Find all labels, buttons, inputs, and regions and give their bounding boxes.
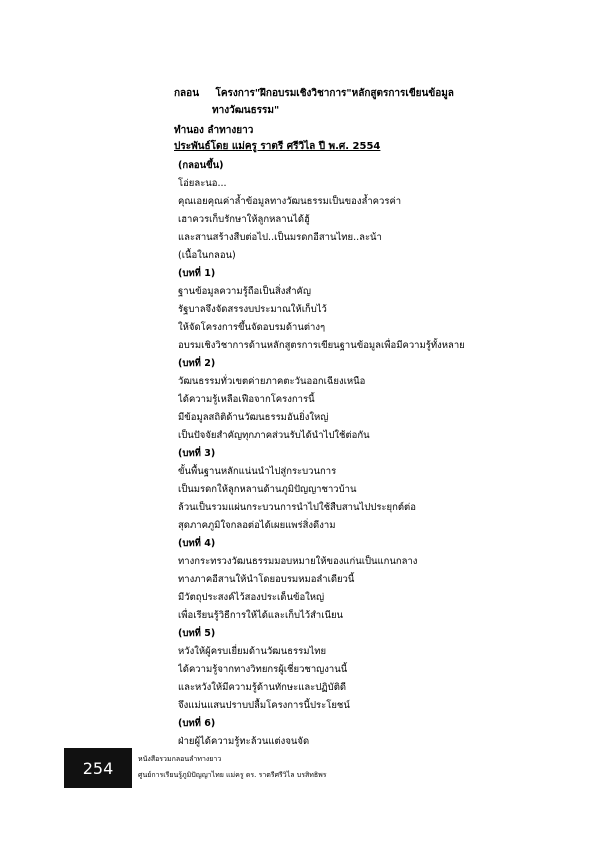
poem-line: คุณเอยคุณค่าล้ำข้อมูลทางวัฒนธรรมเป็นของล้ำควรค่า [178,196,402,207]
topic-label: กลอน [174,88,200,99]
stanza-heading: (บทที่ 3) [178,448,216,459]
composer-line: ประพันธ์โดย แม่ครู ราตรี ศรีวิไล ปี พ.ศ. 2554 [174,141,381,152]
poem-line: เป็นมรดกให้ลูกหลานด้านภูมิปัญญาชาวบ้าน [178,484,357,495]
poem-line: ฝ่ายผู้ได้ความรู้ทะล้วนแต่งจนจัด [178,736,310,747]
stanza-heading: (กลอนขึ้น) [178,160,224,171]
poem-line: และสานสร้างสืบต่อไป..เป็นมรดกอีสานไทย..ละน้า [178,232,382,243]
poem-line: เป็นปัจจัยสำคัญทุกภาคส่วนรับได้นำไปใช้ต่อกัน [178,430,370,441]
poem-line: ได้ความรู้จากทางวิทยกรผู้เชี่ยวชาญงานนี้ [178,664,348,675]
poem-line: หวังให้ผู้ครบเยี่ยมด้านวัฒนธรรมไทย [178,646,327,657]
topic-title-2: ทางวัฒนธรรม" [212,105,280,116]
stanza-heading: (บทที่ 2) [178,358,216,369]
poem-line: จึงแม่นแสนปราบปลื้มโครงการนี้ประโยชน์ [178,700,350,711]
poem-body [178,157,508,751]
poem-line: ล้วนเป็นรวมแผ่นกระบวนการนำไปใช้สืบสานไปประยุกต์ต่อ [178,502,416,513]
poem-line: วัฒนธรรมทั่วเขตค่ายภาคตะวันออกเฉียงเหนือ [178,376,366,387]
footer-publisher: ศูนย์การเรียนรู้ภูมิปัญญาไทย แม่ครู ดร. ราตรีศรีวิไล บรสิทธิพร [138,771,327,779]
title-line-1 [174,87,454,100]
poem-line: อบรมเชิงวิชาการด้านหลักสูตรการเขียนฐานข้อมูลเพื่อมีความรู้ทั้งหลาย [178,340,465,351]
poem-line: และหวังให้มีความรู้ด้านทักษะและปฏิบัติดี [178,682,347,693]
page-number-box [64,748,132,788]
poem-line: ให้จัดโครงการขึ้นจัดอบรมด้านต่างๆ [178,322,326,333]
poem-line: เฮาควรเก็บรักษาให้ลูกหลานได้ฮู้ [178,214,310,225]
poem-line: เพื่อเรียนรู้วิธีการให้ได้และเก็บไว้สำเนียน [178,610,344,621]
poem-line: สุดภาคภูมิใจกลอต่อได้เผยแพร่สิ่งดีงาม [178,520,336,531]
topic-title-1: โครงการ"ฝึกอบรมเชิงวิชาการ"หลักสูตรการเขียนข้อมูล [215,88,454,99]
poem-line: มีข้อมูลสถิติด้านวัฒนธรรมอันยิ่งใหญ่ [178,412,329,423]
poem-line: ฐานข้อมูลความรู้ถือเป็นสิ่งสำคัญ [178,286,311,297]
stanza-heading: (บทที่ 5) [178,628,216,639]
poem-line: มีวัตถุประสงค์ไว้สองประเด็นข้อใหญ่ [178,592,325,603]
poem-line: โอ่ยละนอ... [178,178,227,189]
poem-line: ทางภาคอีสานให้นำโดยอบรมหมอลำเดียวนี้ [178,574,355,585]
poem-line: ได้ความรู้เหลือเฟือจากโครงการนี้ [178,394,315,405]
poem-line: ทางกระทรวงวัฒนธรรมมอบหมายให้ของแก่นเป็นแกนกลาง [178,556,418,567]
stanza-heading: (บทที่ 6) [178,718,216,729]
poem-line: (เนื้อในกลอน) [178,250,236,261]
poem-line: รัฐบาลจึงจัดสรรงบประมาณให้เก็บไว้ [178,304,327,315]
page-number: 254 [82,758,114,778]
author-line: ทำนอง ลำทางยาว [174,125,254,136]
stanza-heading: (บทที่ 1) [178,268,216,279]
footer-book-title: หนังสือรวมกลอนลำทางยาว [138,755,222,763]
poem-line: ขั้นพื้นฐานหลักแน่นนำไปสู่กระบวนการ [178,466,337,477]
stanza-heading: (บทที่ 4) [178,538,216,549]
